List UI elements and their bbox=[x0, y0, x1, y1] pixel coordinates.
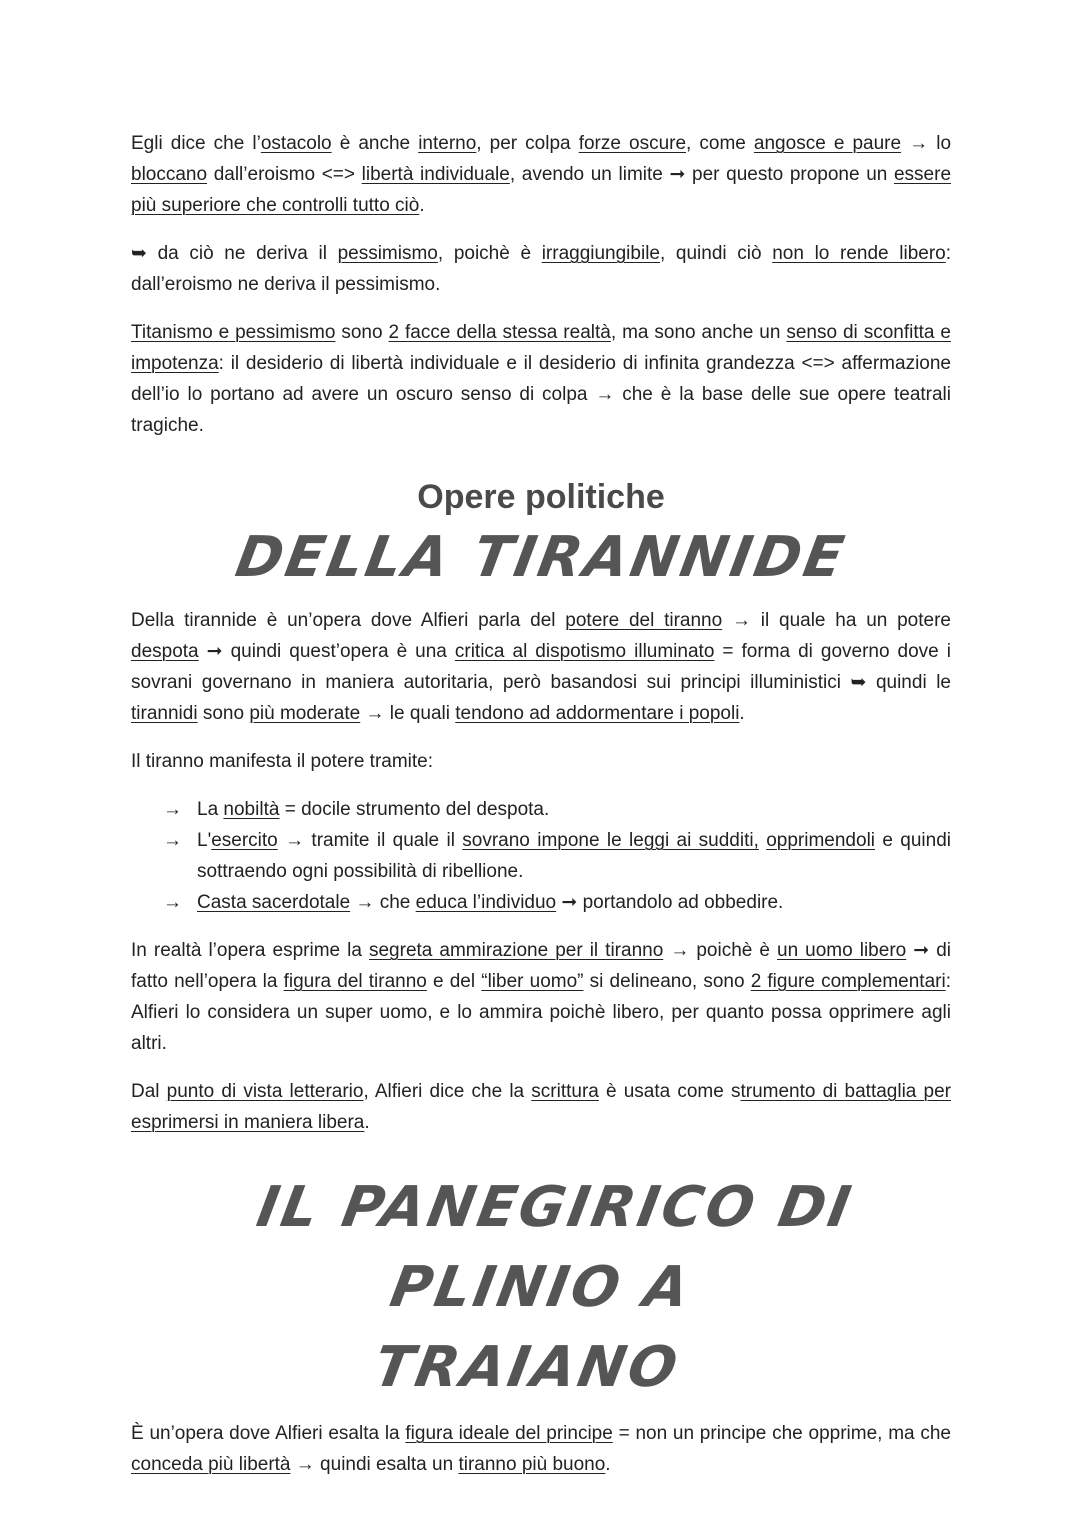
paragraph-titanismo: Titanismo e pessimismo sono 2 facce della stessa realtà, ma sono anche un senso di sconfitta e impotenza: il desiderio di libertà individuale e il desiderio di infinita grandezza <=> affermazione dell’io lo portano ad avere un oscuro senso di colpa → che è la base delle sue opere teatrali tragiche. bbox=[131, 322, 951, 436]
section-title: Opere politiche bbox=[417, 478, 665, 516]
list-item: → Casta sacerdotale → che educa l’individuo ➞ portandolo ad obbedire. bbox=[163, 887, 951, 918]
arrow-icon: → bbox=[163, 799, 182, 820]
paragraph-panegirico: È un’opera dove Alfieri esalta la figura ideale del principe = non un principe che opprime, ma che conceda più libertà → quindi esalta un tiranno più buono. bbox=[131, 1423, 951, 1475]
paragraph-tirannide-intro: Della tirannide è un’opera dove Alfieri parla del potere del tiranno → il quale ha un potere despota ➞ quindi quest’opera è una critica al dispotismo illuminato = forma di governo dove i sovrani governano in maniera autoritaria, però basandosi sui principi illuministici ➥ quindi le tirannidi sono più moderate → le quali tendono ad addormentare i popoli. bbox=[131, 610, 951, 724]
list-item: → La nobiltà = docile strumento del despota. bbox=[163, 794, 951, 825]
title-panegirico-line1: IL PANEGIRICO DI PLINIO A bbox=[252, 1175, 859, 1320]
title-della-tirannide: DELLA TIRANNIDE bbox=[230, 525, 852, 590]
arrow-icon: → bbox=[163, 830, 182, 851]
list-item: → L'esercito → tramite il quale il sovrano impone le leggi ai sudditi, opprimendoli e quindi sottraendo ogni possibilità di ribellione. bbox=[163, 825, 951, 887]
arrow-icon: → bbox=[163, 892, 182, 913]
paragraph-manifesta: Il tiranno manifesta il potere tramite: bbox=[131, 751, 434, 772]
paragraph-ostacolo: Egli dice che l’ostacolo è anche interno, per colpa forze oscure, come angosce e paure → lo bloccano dall’eroismo <=> libertà individuale, avendo un limite ➞ per questo propone un essere più superiore che controlli tutto ciò. bbox=[131, 133, 952, 216]
title-panegirico-line2: TRAIANO bbox=[369, 1335, 685, 1400]
paragraph-pessimismo: ➥ da ciò ne deriva il pessimismo, poichè è irraggiungibile, quindi ciò non lo rende libero: dall’eroismo ne deriva il pessimismo. bbox=[131, 243, 952, 295]
power-list bbox=[131, 794, 951, 918]
title-panegirico bbox=[110, 1168, 972, 1408]
paragraph-letterario: Dal punto di vista letterario, Alfieri dice che la scrittura è usata come strumento di battaglia per esprimersi in maniera libera. bbox=[131, 1081, 951, 1133]
document-body bbox=[131, 128, 951, 1480]
paragraph-ammirazione: In realtà l’opera esprime la segreta ammirazione per il tiranno → poichè è un uomo libero ➞ di fatto nell’opera la figura del tiranno e del “liber uomo” si delineano, sono 2 figure complementari: Alfieri lo considera un super uomo, e lo ammira poichè libero, per quanto possa opprimere agli altri. bbox=[131, 940, 952, 1054]
